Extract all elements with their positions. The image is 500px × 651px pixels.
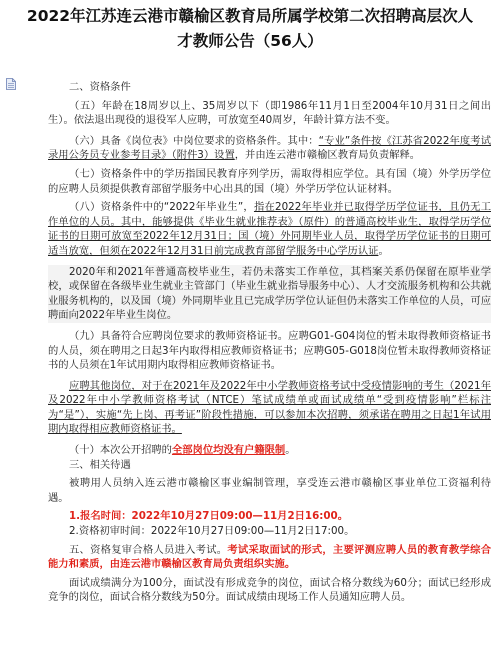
underlined-text: 指在2022年毕业并已取得学历学位证书，且仍无工作单位的人员。其中，能够提供《毕业生就业推荐表》（原件）的普通高校毕业生，取得学历学位证书的日期可放宽至2022年12月31日；国（境）外同期毕业人员，取得学历学位证书的日期可适当放宽，但须在2022年12月31日前完成教育部留学服务中心学历认证 bbox=[48, 201, 491, 257]
underlined-text: “专业”条件按《江苏省2022年度考试录用公务员专业参考目录》（附件3）设置 bbox=[48, 134, 491, 162]
text: （十）本次公开招聘的 bbox=[69, 444, 172, 457]
text: 。 bbox=[285, 444, 296, 457]
paragraph-previous-graduates: 2020年和2021年普通高校毕业生，若仍未落实工作单位，其档案关系仍保留在原毕业学校，或保留在各级毕业生就业主管部门（毕业生就业指导服务中心）、人才交流服务机构和公共就业服务机构的，以及国（境）外同期毕业且已完成学历学位认证但仍未落实工作单位的人员，可应聘面向2022年毕业生岗位。 bbox=[48, 265, 491, 322]
page-title: 2022年江苏连云港市赣榆区教育局所属学校第二次招聘高层次人才教师公告（56人） bbox=[26, 7, 474, 50]
highlighted-text: 全部岗位均没有户籍限制 bbox=[171, 444, 286, 457]
paragraph-interview-score: 面试成绩满分为100分，面试没有形成竞争的岗位，面试合格分数线为60分；面试已经形成竞争的岗位，面试合格分数线为50分。面试成绩由现场工作人员通知应聘人员。 bbox=[48, 576, 491, 604]
paragraph-pandemic-exception: 应聘其他岗位，对于在2021年及2022年中小学教师资格考试中受疫情影响的考生（2021年及2022年中小学教师资格考试（NTCE）笔试成绩单或面试成绩单“受到疫情影响”栏标注为“是”），实施“先上岗、再考证”阶段性措施，可以参加本次招聘，须承诺在聘用之日起1年试用期内取得相应教师资格证书。 bbox=[48, 379, 491, 436]
section-heading-benefits: 三、相关待遇 bbox=[69, 458, 131, 471]
paragraph-graduates bbox=[48, 200, 491, 258]
document-icon bbox=[6, 78, 16, 90]
text: （六）具备《岗位表》中岗位要求的资格条件。其中： bbox=[69, 134, 319, 147]
paragraph-teacher-certificate: （九）具备符合应聘岗位要求的教师资格证书。应聘G01-G04岗位的暂未取得教师资格证书的人员，须在聘用之日起3年内取得相应教师资格证书；应聘G05-G018岗位暂未取得教师资格证书的人员须在1年试用期内取得相应教师资格证书。 bbox=[48, 329, 491, 372]
text: （八）资格条件中的“2022年毕业生”， bbox=[69, 201, 254, 214]
registration-time: 1.报名时间：2022年10月27日09:00—11月2日16:00。 bbox=[69, 510, 349, 523]
paragraph-age: （五）年龄在18周岁以上、35周岁以下（即1986年11月1日至2004年10月31日之间出生）。依法退出现役的退役军人应聘，可放宽至40周岁，年龄计算方法不变。 bbox=[48, 99, 491, 127]
section-heading-qualifications: 二、资格条件 bbox=[69, 81, 131, 93]
text: ，并由连云港市赣榆区教育局负责解释。 bbox=[234, 149, 421, 162]
text: 五、资格复审合格人员进入考试。 bbox=[69, 543, 228, 556]
paragraph-exam bbox=[48, 543, 491, 572]
review-time: 2.资格初审时间：2022年10月27日09:00—11月2日17:00。 bbox=[69, 525, 355, 538]
highlighted-text: 考试采取面试的形式，主要评测应聘人员的教育教学综合能力和素质，由连云港市赣榆区教育局负责组织实施。 bbox=[48, 543, 492, 571]
paragraph-post-requirements bbox=[48, 134, 491, 163]
paragraph-education: （七）资格条件中的学历指国民教育序列学历，需取得相应学位。具有国（境）外学历学位的应聘人员须提供教育部留学服务中心出具的国（境）外学历学位认证材料。 bbox=[48, 167, 491, 195]
text: 。 bbox=[378, 244, 389, 257]
article-body bbox=[48, 80, 491, 605]
paragraph-residency bbox=[48, 443, 491, 458]
paragraph-benefits: 被聘用人员纳入连云港市赣榆区事业编制管理，享受连云港市赣榆区事业单位工资福利待遇。 bbox=[48, 477, 491, 504]
